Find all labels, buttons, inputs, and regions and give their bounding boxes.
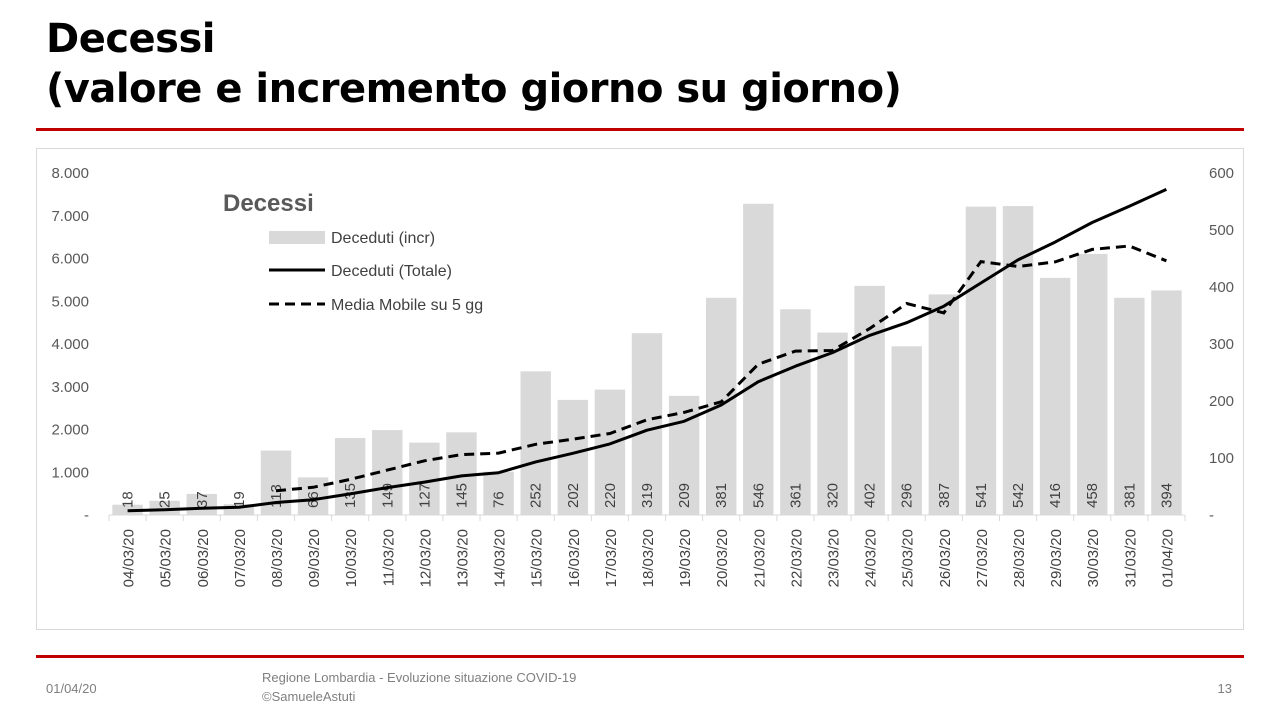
y-left-tick-label: 1.000 (51, 464, 89, 482)
bar-data-label: 76 (490, 491, 508, 508)
bar-data-label: 25 (156, 491, 174, 508)
x-tick-label: 25/03/20 (899, 529, 917, 588)
footer-source-line1: Regione Lombardia - Evoluzione situazione COVID-19 (262, 670, 577, 685)
legend-label-incr: Deceduti (incr) (331, 230, 436, 247)
x-tick-label: 13/03/20 (454, 529, 472, 588)
x-tick-label: 09/03/20 (306, 529, 324, 588)
legend-label-media: Media Mobile su 5 gg (331, 297, 484, 314)
bar-data-label: 220 (601, 482, 619, 508)
slide-title-line2: (valore e incremento giorno su giorno) (46, 66, 902, 112)
bar-data-label: 387 (935, 482, 953, 508)
bar-data-label: 37 (193, 491, 211, 508)
bar-data-label: 127 (416, 482, 434, 508)
x-tick-label: 19/03/20 (677, 529, 695, 588)
bar-data-label: 135 (342, 482, 360, 508)
x-tick-label: 23/03/20 (825, 529, 843, 588)
bar-deceduti-incr (1040, 278, 1070, 515)
x-tick-label: 26/03/20 (936, 529, 954, 588)
bar-data-label: 320 (824, 482, 842, 508)
bar-data-label: 252 (527, 482, 545, 508)
bar-data-label: 381 (713, 482, 731, 508)
y-right-tick-label: 200 (1209, 393, 1235, 410)
x-tick-label: 08/03/20 (268, 529, 286, 588)
x-tick-label: 24/03/20 (862, 529, 880, 588)
title-divider (36, 128, 1244, 131)
bar-deceduti-incr (1077, 254, 1107, 515)
bar-data-label: 546 (750, 482, 768, 508)
bar-data-label: 416 (1047, 482, 1065, 508)
bar-data-label: 541 (972, 482, 990, 508)
bar-deceduti-incr (1003, 206, 1033, 515)
bar-data-label: 394 (1158, 482, 1176, 508)
y-left-tick-label: - (84, 507, 89, 524)
x-tick-label: 04/03/20 (120, 529, 138, 588)
bar-deceduti-incr (966, 207, 996, 515)
legend-swatch-incr (269, 231, 325, 244)
bar-data-label: 296 (898, 482, 916, 508)
footer-date: 01/04/20 (46, 681, 97, 696)
y-right-tick-label: - (1209, 507, 1214, 524)
y-right-tick-label: 500 (1209, 222, 1235, 239)
x-tick-label: 16/03/20 (565, 529, 583, 588)
footer-source (262, 668, 576, 706)
y-left-tick-label: 5.000 (51, 293, 89, 311)
footer-source-line2: ©SamueleAstuti (262, 689, 356, 704)
bar-data-label: 113 (267, 484, 285, 508)
x-tick-label: 06/03/20 (194, 529, 212, 588)
y-left-tick-label: 8.000 (51, 165, 89, 182)
page-number: 13 (1217, 681, 1232, 696)
footer-divider (36, 655, 1244, 658)
bar-data-label: 18 (119, 491, 137, 508)
y-left-tick-label: 4.000 (51, 336, 89, 353)
bar-deceduti-incr (929, 294, 959, 515)
y-left-tick-label: 7.000 (51, 207, 89, 225)
bar-deceduti-incr (1114, 298, 1144, 515)
bar-data-label: 381 (1121, 482, 1139, 508)
y-right-tick-label: 400 (1209, 279, 1235, 296)
x-tick-label: 14/03/20 (491, 529, 509, 588)
x-tick-label: 29/03/20 (1048, 529, 1066, 588)
x-tick-label: 17/03/20 (602, 529, 620, 588)
y-left-tick-label: 2.000 (51, 421, 89, 439)
bar-data-label: 458 (1084, 482, 1102, 508)
chart-frame (36, 148, 1244, 630)
x-tick-label: 05/03/20 (157, 529, 175, 588)
chart-title: Decessi (223, 190, 314, 217)
bar-data-label: 202 (564, 482, 582, 508)
x-tick-label: 22/03/20 (788, 529, 806, 588)
y-left-tick-label: 3.000 (51, 378, 89, 396)
x-tick-label: 12/03/20 (417, 529, 435, 588)
x-tick-label: 30/03/20 (1085, 529, 1103, 588)
x-tick-label: 18/03/20 (640, 529, 657, 588)
x-tick-label: 15/03/20 (528, 529, 546, 588)
x-tick-label: 20/03/20 (714, 529, 732, 588)
y-left-tick-label: 6.000 (51, 250, 89, 268)
bar-data-label: 361 (787, 482, 805, 508)
bar-data-label: 542 (1010, 482, 1028, 508)
x-tick-label: 28/03/20 (1011, 528, 1029, 588)
bar-data-label: 145 (453, 482, 471, 508)
x-tick-label: 27/03/20 (973, 529, 991, 588)
bar-data-label: 66 (305, 491, 323, 508)
x-tick-label: 31/03/20 (1122, 529, 1140, 588)
y-right-tick-label: 100 (1209, 450, 1235, 467)
x-tick-label: 01/04/20 (1159, 529, 1177, 588)
x-tick-label: 10/03/20 (343, 529, 361, 588)
x-tick-label: 21/03/20 (751, 529, 769, 588)
bar-data-label: 19 (230, 491, 248, 508)
y-right-tick-label: 600 (1209, 165, 1235, 182)
y-right-tick-label: 300 (1209, 336, 1235, 353)
bar-deceduti-incr (1151, 290, 1181, 515)
bar-data-label: 209 (676, 482, 694, 508)
bar-data-label: 319 (639, 482, 656, 508)
bar-data-label: 149 (379, 482, 397, 508)
bar-data-label: 402 (861, 482, 879, 508)
legend-label-totale: Deceduti (Totale) (331, 263, 452, 280)
x-tick-label: 11/03/20 (380, 529, 398, 587)
x-tick-label: 07/03/20 (231, 529, 249, 588)
chart (37, 149, 1243, 629)
slide-title-line1: Decessi (46, 16, 215, 62)
slide-title (46, 14, 901, 114)
